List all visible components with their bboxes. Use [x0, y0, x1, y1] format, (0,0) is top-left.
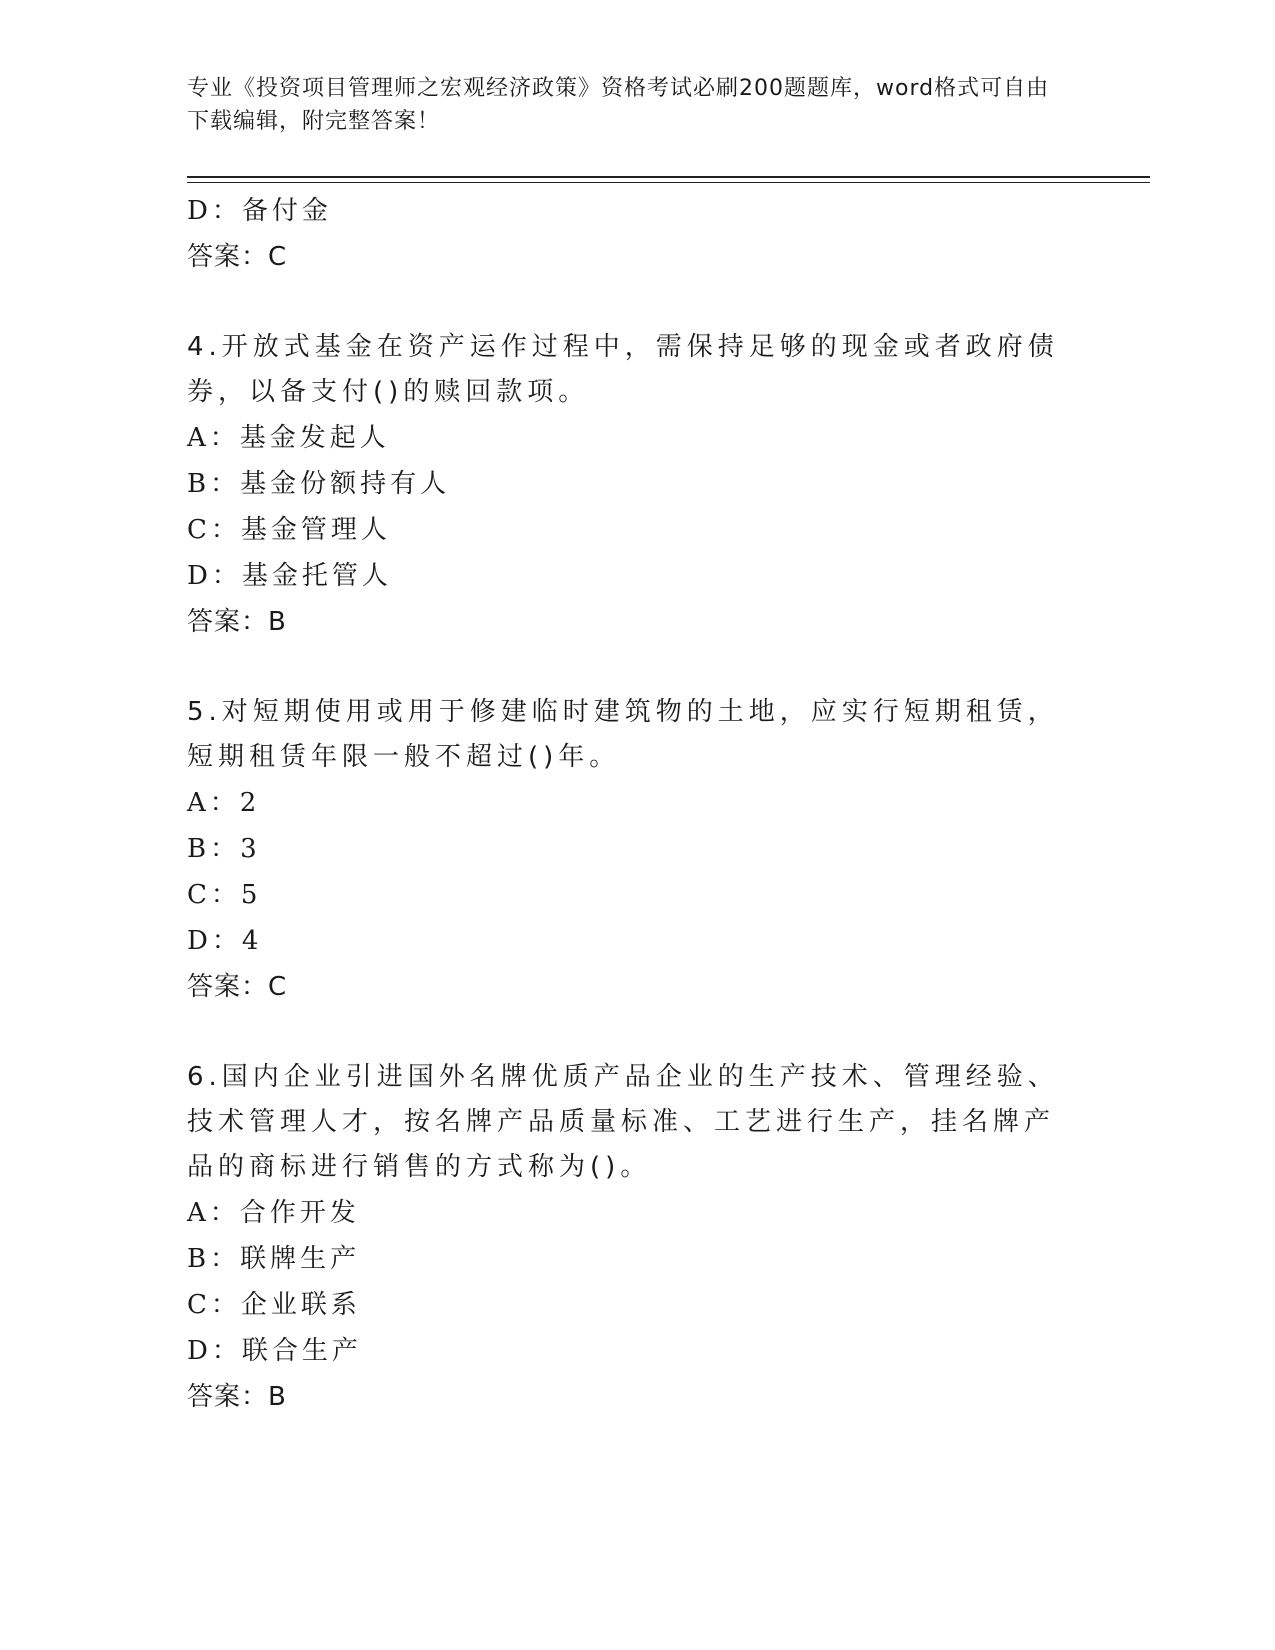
option-a: A：基金发起人 — [187, 423, 390, 453]
option-a: A：2 — [187, 788, 261, 818]
question-text: 4.开放式基金在资产运作过程中，需保持足够的现金或者政府债券，以备支付()的赎回款项。 — [187, 332, 1059, 407]
option-c: C：5 — [187, 880, 262, 910]
question-5 — [187, 690, 1087, 1010]
question-4 — [187, 325, 1087, 645]
option-b: B：3 — [187, 834, 261, 864]
question-6 — [187, 1055, 1087, 1420]
option-c: C：企业联系 — [187, 1290, 361, 1320]
answer: 答案：C — [187, 972, 288, 1002]
question-list — [187, 188, 1087, 1420]
option-a: A：合作开发 — [187, 1198, 360, 1228]
question-text: 5.对短期使用或用于修建临时建筑物的土地，应实行短期租赁，短期租赁年限一般不超过()年。 — [187, 697, 1059, 772]
prev-answer: 答案：C — [187, 242, 288, 272]
answer: 答案：B — [187, 1382, 287, 1412]
option-c: C：基金管理人 — [187, 515, 391, 545]
header-divider-thick — [187, 176, 1150, 178]
option-b: B：联牌生产 — [187, 1244, 361, 1274]
option-d: D：联合生产 — [187, 1336, 362, 1366]
option-d: D：4 — [187, 926, 263, 956]
question-text: 6.国内企业引进国外名牌优质产品企业的生产技术、管理经验、技术管理人才，按名牌产品质量标准、工艺进行生产，挂名牌产品的商标进行销售的方式称为()。 — [187, 1062, 1059, 1182]
prev-option-d: D：备付金 — [187, 196, 332, 226]
option-b: B：基金份额持有人 — [187, 469, 451, 499]
document-header: 专业《投资项目管理师之宏观经济政策》资格考试必刷200题题库，word格式可自由下载编辑，附完整答案！ — [187, 76, 1050, 134]
header-divider-thin — [187, 182, 1150, 183]
option-d: D：基金托管人 — [187, 561, 392, 591]
answer: 答案：B — [187, 607, 287, 637]
